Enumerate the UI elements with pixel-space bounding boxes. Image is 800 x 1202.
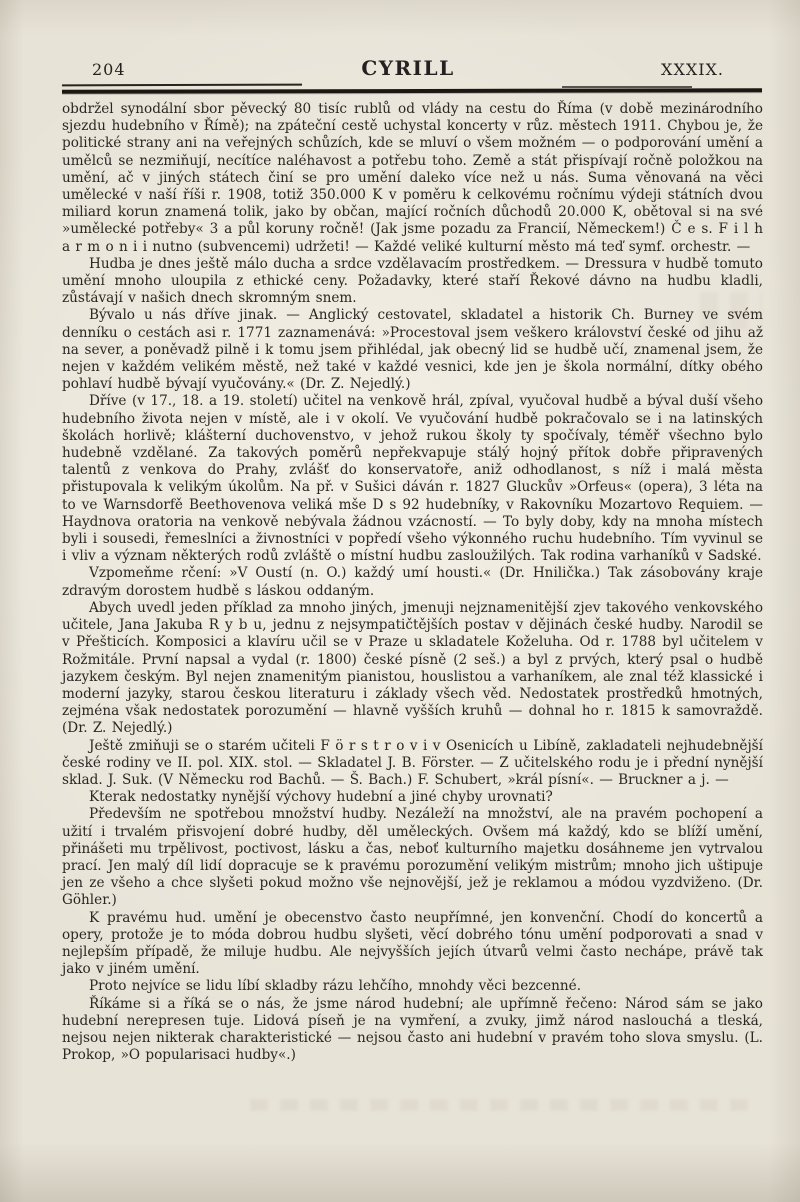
body-paragraph-10: K pravému hud. umění je obecenstvo často neupřímné, jen konvenční. Chodí do koncertů a opery, protože je to móda dobrou hudbu slyšeti, věcí dobrého tónu umění podporovati a snad v nejlepším případě, že miluje hudbu. Ale nejvyšších jejích útvarů velmi často nechápe, právě tak jako v jiném umění. — [62, 909, 763, 978]
header-rule-pagenum — [62, 84, 302, 87]
volume-number: XXXIX. — [661, 60, 725, 79]
journal-title: CYRILL — [361, 56, 455, 80]
page-header — [62, 56, 762, 80]
body-paragraph-2: Hudba je dnes ještě málo ducha a srdce vzdělavacím prostředkem. — Dressura v hudbě tomuto umění mnoho uloupila z ethické ceny. Požadavky, které staří Řekové dávno na hudbu kladli, zůstávají v našich dnech skromným snem. — [62, 255, 763, 307]
body-paragraph-7: Ještě zmiňuji se o starém učiteli F ö r s t r o v i v Osenicích u Libíně, zakladateli nejhudebnější české rodiny ve II. pol. XIX. stol. — Skladatel J. B. Förster. — Z učitelského rodu je i přední nynější sklad. J. Suk. (V Německu rod Bachů. — Š. Bach.) F. Schubert, »král písní«. — Bruckner a j. — — [62, 737, 763, 788]
body-paragraph-4: Dříve (v 17., 18. a 19. století) učitel na venkově hrál, zpíval, vyučoval hudbě a býval duší všeho hudebního života nejen v místě, ale i v okolí. Ve vyučování hudbě pokračovalo se i na latinských školách horlivě; klášterní duchovenstvo, v jehož rukou školy ty spočívaly, téměř všechno bylo hudebně vzdělané. Za takových poměrů nepřekvapuje stálý hojný přítok dobře připravených talentů z venkova do Prahy, zvlášť do konservatoře, aniž odhodlanost, s níž i malá města přistupovala k velikým úkolům. Na př. v Sušici dáván r. 1827 Gluckův »Orfeus« (opera), 3 léta na to ve Warnsdorfě Beethovenova veliká mše D s 92 hudebníky, v Rakovníku Mozartovo Requiem. — Haydnova oratoria na venkově nebývala žádnou vzácností. — To byly doby, kdy na mnoha místech byli i sousedi, řemeslníci a živnostníci v popředí všeho výkonného ruchu hudebního. Tím vyvinul se i vliv a význam některých rodů zvláště o místní hudbu zasloužilých. Tak rodina varhaníků v Sadské. — [62, 393, 763, 565]
body-paragraph-1: obdržel synodální sbor pěvecký 80 tisíc rublů od vlády na cestu do Říma (v době mezinárodního sjezdu hudebního v Římě); na zpáteční cestě uchystal koncerty v růz. městech 1911. Chybou je, že politické strany ani na veřejných schůzích, kde se mluví o všem možném — o podporování umění a umělců se nezmiňují, necítíce naléhavost a potřebu toho. Země a stát přispívají ročně položkou na umění, ač v jiných státech činí se pro umění daleko více než u nás. Suma věnovaná na věci umělecké v naší říši r. 1908, totiž 350.000 K v poměru k celkovému ročnímu výdeji státních dvou miliard korun znamená tolik, jako by občan, mající ročních důchodů 20.000 K, obětoval si na své »umělecké potřeby« 3 a půl koruny ročně! (Jak jsme pozadu za Francií, Německem!) Č e s. F i l h a r m o n i i nutno (subvencemi) udržeti! — Každé veliké kulturní město má teď symf. orchestr. — — [62, 101, 763, 255]
header-rule-main — [62, 88, 762, 93]
body-paragraph-11: Proto nejvíce se lidu líbí skladby rázu lehčího, mnohdy věci bezcenné. — [89, 978, 582, 995]
body-paragraph-9: Především ne spotřebou množství hudby. Nezáleží na množství, ale na pravém pochopení a užití i trvalém přisvojení dobré hudby, děl uměleckých. Ovšem má každý, kdo se blíží umění, přinášeti mu trpělivost, poctivost, lásku a čas, neboť kulturního majetku dosáhneme jen vytrvalou prací. Jen malý díl lidí dopracuje se k pravému porozumění velikým mistrům; mnoho jich uštipuje jen ze všeho a chce slyšeti pokud možno vše nejnovější, jež je reklamou a módou vyzdviženo. (Dr. Göhler.) — [62, 806, 763, 909]
body-paragraph-5: Vzpomeňme rčení: »V Oustí (n. O.) každý umí housti.« (Dr. Hnilička.) Tak zásobovány kraje zdravým dorostem hudbě s láskou oddaným. — [62, 565, 763, 599]
body-paragraph-6: Abych uvedl jeden příklad za mnoho jiných, jmenuji nejznamenitější zjev takového venkovského učitele, Jana Jakuba R y b u, jednu z nejsympatičtějších postav v dějinách české hudby. Narodil se v Přešticích. Komposici a klavíru učil se v Praze u skladatele Koželuha. Od r. 1788 byl učitelem v Rožmitále. První napsal a vydal (r. 1800) české písně (2 seš.) a byl z prvých, který psal o hudbě jazykem českým. Byl nejen znamenitým pianistou, houslistou a varhaníkem, ale znal též klassické i moderní jazyky, starou českou literaturu i základy všech věd. Nedostatek prostředků hmotných, zejména však nedostatek porozumění — hlavně vyšších kruhů — dohnal ho r. 1815 k samovraždě. (Dr. Z. Nejedlý.) — [62, 599, 763, 737]
page-number: 204 — [92, 60, 126, 79]
body-paragraph-8: Kterak nedostatky nynější výchovy hudební a jiné chyby urovnati? — [89, 789, 553, 806]
body-paragraph-12: Říkáme si a říká se o nás, že jsme národ hudební; ale upřímně řečeno: Národ sám se jako hudební nerepresen tuje. Lidová píseň je na vymření, a zvuky, jimž národ naslouchá a tleská, nejsou nejen nikterak charakteristické — nejsou často ani hudební v pravém toho slova smyslu. (L. Prokop, »O popularisaci hudby«.) — [62, 995, 763, 1064]
article-body — [62, 101, 763, 1064]
body-paragraph-3: Bývalo u nás dříve jinak. — Anglický cestovatel, skladatel a historik Ch. Burney ve svém denníku o cestách asi r. 1771 zaznamenává: »Procestoval jsem veškero království české od jihu až na sever, a poněvadž pilně i k tomu jsem přihlédal, jak obecný lid se hudbě učí, znamenal jsem, že nejen v každém velikém městě, než také v každé vesnici, kde jen je škola normální, dítky obého pohlaví hudbě bývají vyučovány.« (Dr. Z. Nejedlý.) — [62, 307, 763, 393]
print-showthrough-artifact — [250, 1099, 750, 1111]
